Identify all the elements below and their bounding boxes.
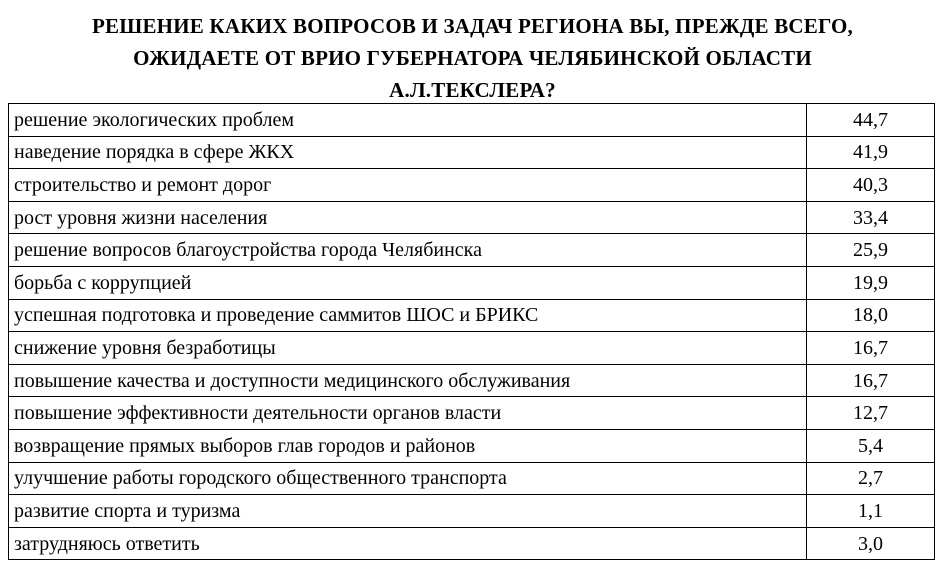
table-row	[9, 299, 935, 332]
row-value: 19,9	[807, 266, 935, 299]
row-value: 2,7	[807, 462, 935, 495]
row-label: успешная подготовка и проведение саммитов ШОС и БРИКС	[9, 299, 807, 332]
row-label: повышение эффективности деятельности органов власти	[9, 397, 807, 430]
table-row	[9, 104, 935, 137]
table-row	[9, 495, 935, 528]
table-row	[9, 169, 935, 202]
row-label: улучшение работы городского общественного транспорта	[9, 462, 807, 495]
page-title	[0, 10, 945, 106]
row-value: 16,7	[807, 364, 935, 397]
row-value: 3,0	[807, 527, 935, 560]
row-label: строительство и ремонт дорог	[9, 169, 807, 202]
table-row	[9, 332, 935, 365]
row-value: 40,3	[807, 169, 935, 202]
title-line-3: А.Л.ТЕКСЛЕРА?	[389, 78, 556, 102]
title-line-1: РЕШЕНИЕ КАКИХ ВОПРОСОВ И ЗАДАЧ РЕГИОНА ВЫ, ПРЕЖДЕ ВСЕГО,	[91, 14, 854, 38]
table-row	[9, 429, 935, 462]
row-value: 44,7	[807, 104, 935, 137]
row-label: наведение порядка в сфере ЖКХ	[9, 136, 807, 169]
table-row	[9, 201, 935, 234]
row-value: 25,9	[807, 234, 935, 267]
title-line-2: ОЖИДАЕТЕ ОТ ВРИО ГУБЕРНАТОРА ЧЕЛЯБИНСКОЙ ОБЛАСТИ	[133, 46, 812, 70]
table-row	[9, 136, 935, 169]
table-row	[9, 266, 935, 299]
row-label: решение вопросов благоустройства города Челябинска	[9, 234, 807, 267]
row-label: борьба с коррупцией	[9, 266, 807, 299]
row-value: 1,1	[807, 495, 935, 528]
row-label: рост уровня жизни населения	[9, 201, 807, 234]
table-row	[9, 462, 935, 495]
row-value: 12,7	[807, 397, 935, 430]
row-value: 33,4	[807, 201, 935, 234]
results-table	[8, 103, 935, 560]
row-label: развитие спорта и туризма	[9, 495, 807, 528]
row-label: повышение качества и доступности медицинского обслуживания	[9, 364, 807, 397]
row-value: 16,7	[807, 332, 935, 365]
row-label: снижение уровня безработицы	[9, 332, 807, 365]
table-row	[9, 397, 935, 430]
row-label: затрудняюсь ответить	[9, 527, 807, 560]
table-row	[9, 234, 935, 267]
row-label: решение экологических проблем	[9, 104, 807, 137]
row-value: 41,9	[807, 136, 935, 169]
table-row	[9, 527, 935, 560]
table-row	[9, 364, 935, 397]
row-value: 18,0	[807, 299, 935, 332]
row-label: возвращение прямых выборов глав городов и районов	[9, 429, 807, 462]
row-value: 5,4	[807, 429, 935, 462]
